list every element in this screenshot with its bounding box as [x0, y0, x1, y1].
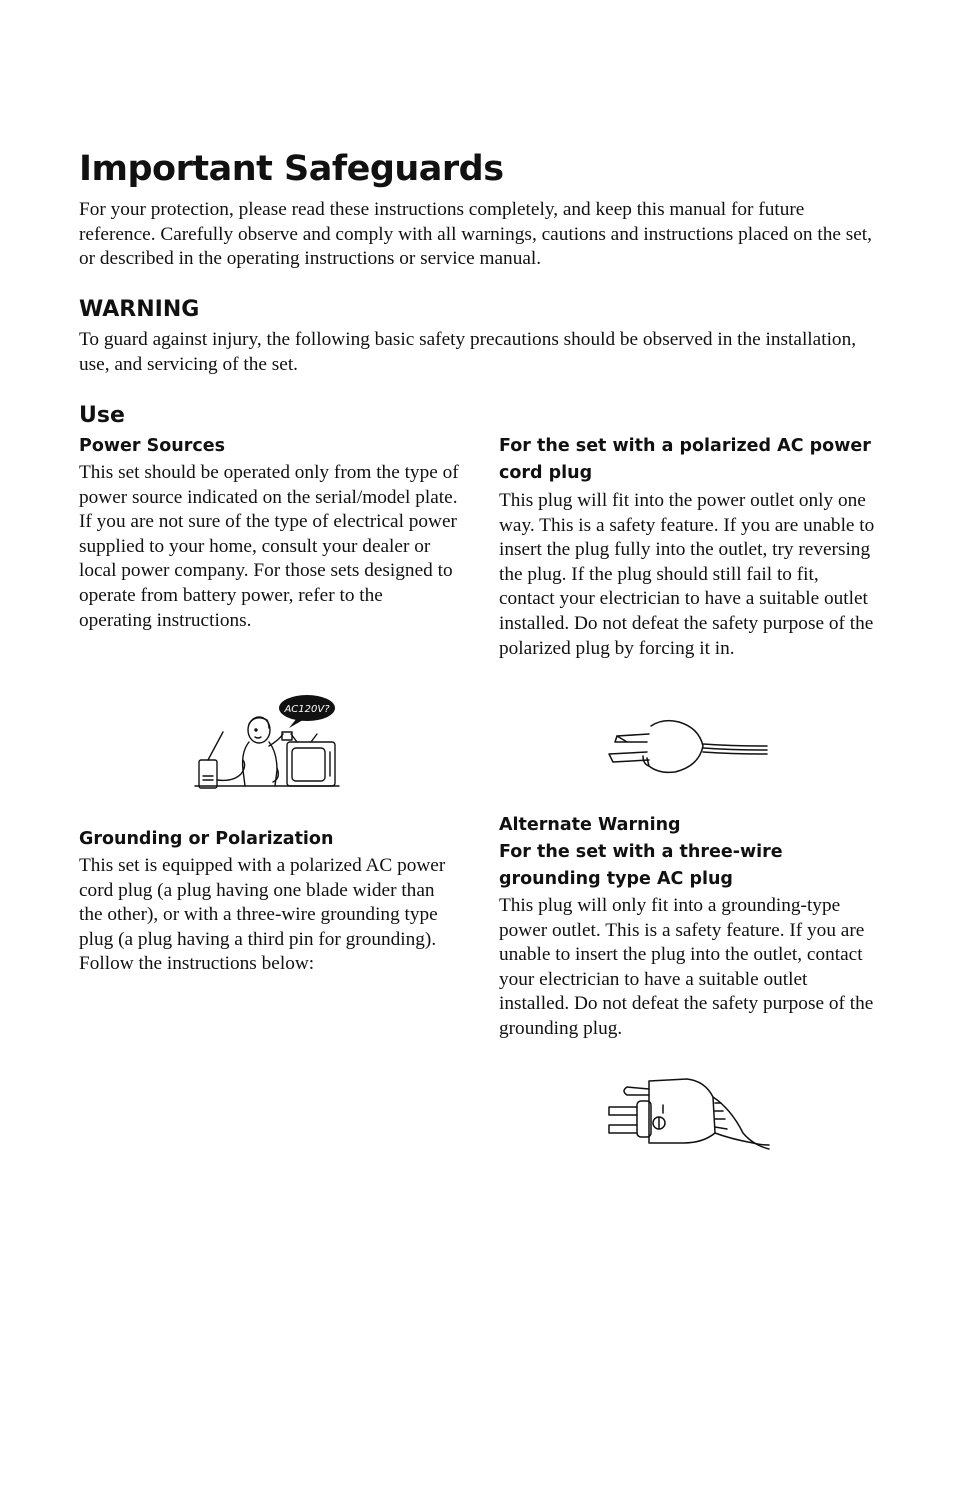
alternate-warning-heading [499, 812, 889, 893]
grounding-follow-text: Follow the instructions below: [79, 953, 315, 975]
polarized-plug-heading: For the set with a polarized AC power cord plug [499, 436, 871, 483]
grounding-paragraph: This set is equipped with a polarized AC power cord plug (a plug having one blade wider than the other), or with a three-wire grounding type plug (a plug having a third pin for grounding). [79, 855, 446, 950]
polarized-plug-icon [603, 712, 771, 778]
grounding-plug-icon [603, 1073, 771, 1153]
power-source-illustration [193, 690, 341, 792]
illustration-bubble-label: AC120V? [284, 704, 330, 715]
power-sources-paragraph: This set should be operated only from the type of power source indicated on the serial/model plate. If you are not sure of the type of electrical power supplied to your home, consult your dealer or local power company. For those sets designed to operate from battery power, refer to the operating instructions. [79, 462, 459, 631]
intro-paragraph: For your protection, please read these instructions completely, and keep this manual for future reference. Carefully observe and comply with all warnings, cautions and instructions placed on the set, or described in the operating instructions or service manual. [79, 199, 872, 270]
polarized-plug-paragraph: This plug will fit into the power outlet only one way. This is a safety feature. If you are unable to insert the plug fully into the outlet, try reversing the plug. If the plug should still fail to fit, contact your electrician to have a suitable outlet installed. Do not defeat the safety purpose of the polarized plug by forcing it in. [499, 490, 875, 659]
warning-paragraph: To guard against injury, the following basic safety precautions should be observed in the installation, use, and servicing of the set. [79, 329, 857, 375]
alternate-warning-paragraph: This plug will only fit into a grounding-type power outlet. This is a safety feature. If you are unable to insert the plug into the outlet, contact your electrician to have a suitable outlet installed. Do not defeat the safety purpose of the grounding plug. [499, 895, 874, 1039]
warning-heading: WARNING [79, 297, 200, 322]
grounding-heading: Grounding or Polarization [79, 829, 334, 849]
alternate-warning-title: Alternate Warning [499, 815, 681, 835]
use-heading: Use [79, 403, 125, 428]
page-title: Important Safeguards [79, 149, 504, 189]
three-wire-plug-heading: For the set with a three-wire grounding type AC plug [499, 842, 783, 889]
power-sources-heading: Power Sources [79, 436, 225, 456]
grounding-block [79, 854, 459, 977]
